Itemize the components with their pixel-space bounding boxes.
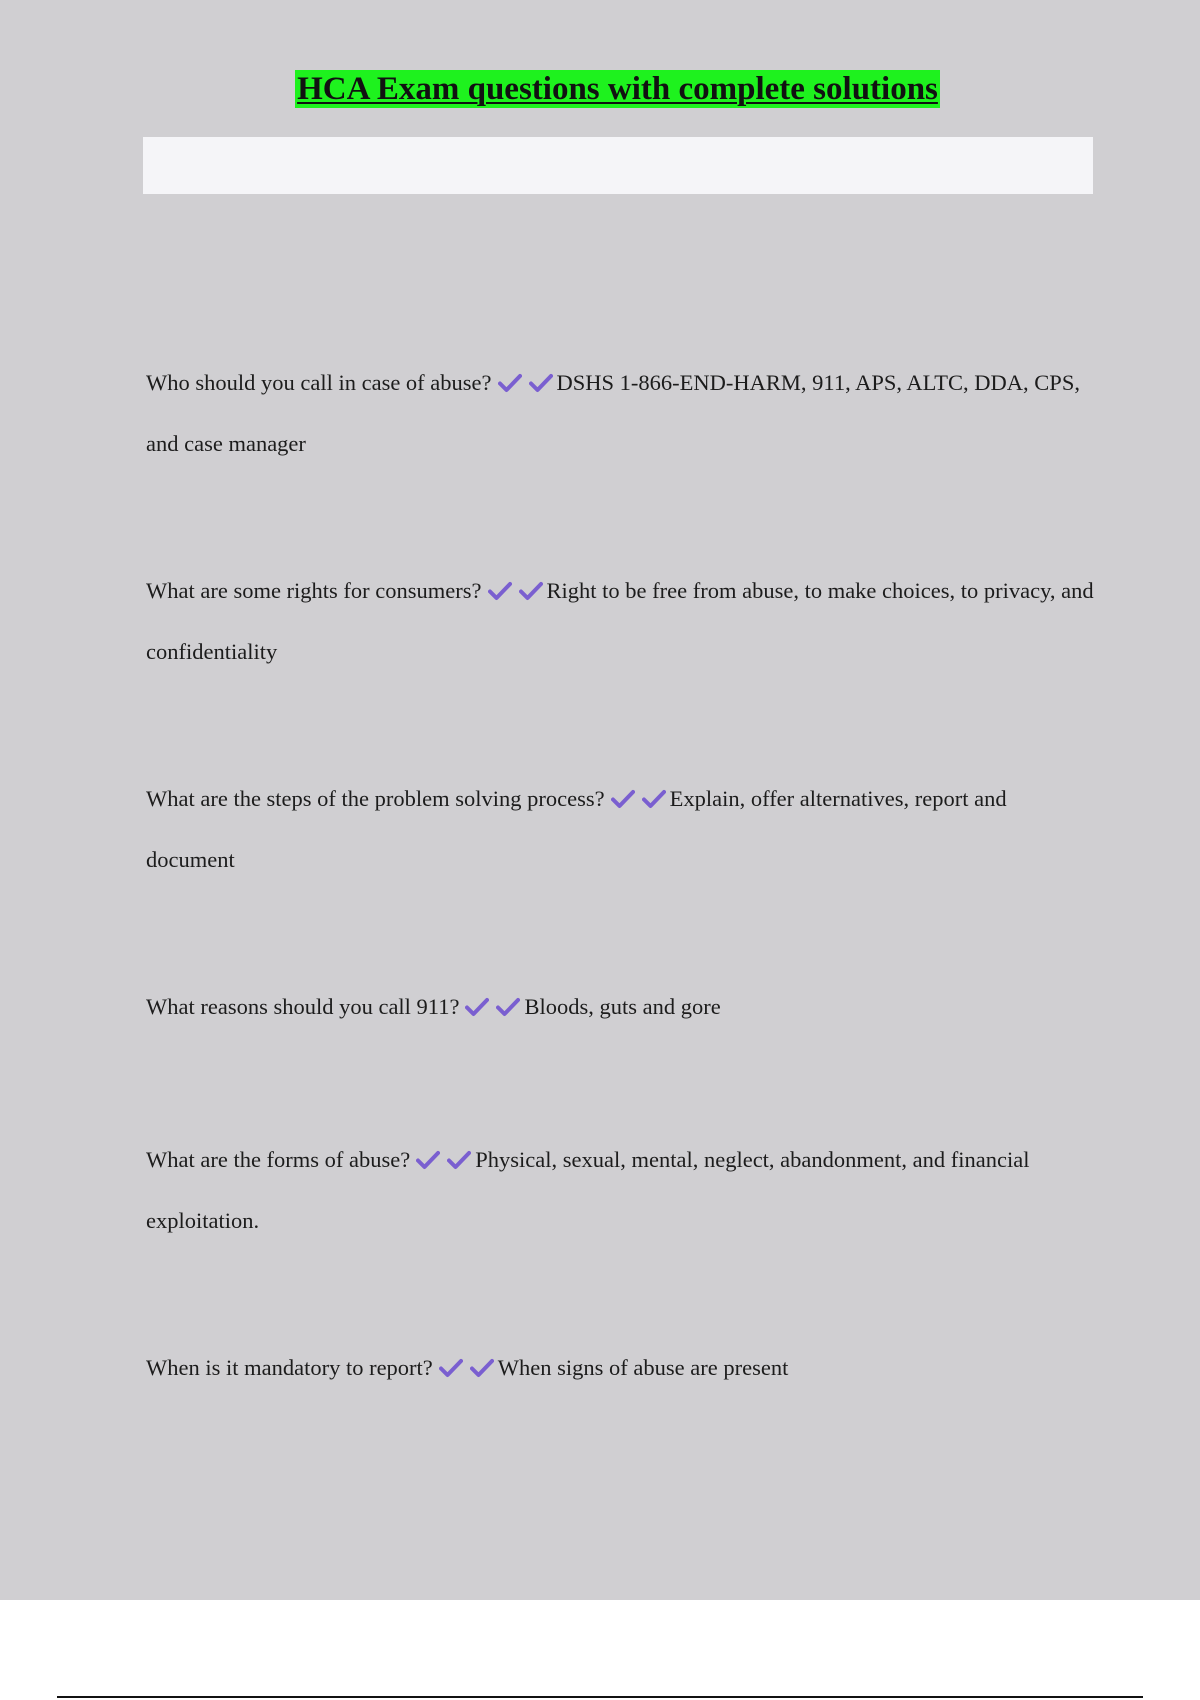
footer-rule bbox=[57, 1696, 1143, 1698]
answer-text: DSHS 1-866-END-HARM, 911, APS, ALTC, DDA, CPS, and case manager bbox=[146, 370, 1080, 456]
answer-text: Right to be free from abuse, to make choices, to privacy, and confidentiality bbox=[146, 578, 1094, 664]
question-text: What are the steps of the problem solving process? bbox=[146, 786, 605, 811]
qa-item-5 bbox=[146, 1129, 1096, 1251]
check-icon bbox=[498, 373, 522, 393]
check-icon bbox=[611, 789, 635, 809]
qa-item-1 bbox=[146, 352, 1096, 474]
check-icon bbox=[470, 1358, 494, 1378]
answer-text: When signs of abuse are present bbox=[497, 1355, 789, 1380]
check-icon bbox=[496, 997, 520, 1017]
question-text: Who should you call in case of abuse? bbox=[146, 370, 492, 395]
question-text: What are some rights for consumers? bbox=[146, 578, 482, 603]
check-icon bbox=[529, 373, 553, 393]
check-icon bbox=[447, 1150, 471, 1170]
answer-text: Physical, sexual, mental, neglect, abandonment, and financial exploitation. bbox=[146, 1147, 1030, 1233]
check-icon bbox=[642, 789, 666, 809]
document-title: HCA Exam questions with complete solutions bbox=[297, 71, 938, 107]
check-icon bbox=[519, 581, 543, 601]
check-icon bbox=[416, 1150, 440, 1170]
question-text: What are the forms of abuse? bbox=[146, 1147, 411, 1172]
check-icon bbox=[439, 1358, 463, 1378]
answer-text: Bloods, guts and gore bbox=[524, 994, 721, 1019]
question-text: When is it mandatory to report? bbox=[146, 1355, 433, 1380]
title-container bbox=[0, 70, 1200, 108]
answer-text: Explain, offer alternatives, report and document bbox=[146, 786, 1007, 872]
qa-item-4 bbox=[146, 976, 1096, 1037]
check-icon bbox=[465, 997, 489, 1017]
question-text: What reasons should you call 911? bbox=[146, 994, 460, 1019]
qa-item-3 bbox=[146, 768, 1096, 890]
qa-item-2 bbox=[146, 560, 1096, 682]
blank-banner bbox=[143, 137, 1093, 194]
check-icon bbox=[488, 581, 512, 601]
qa-item-6 bbox=[146, 1337, 1096, 1398]
